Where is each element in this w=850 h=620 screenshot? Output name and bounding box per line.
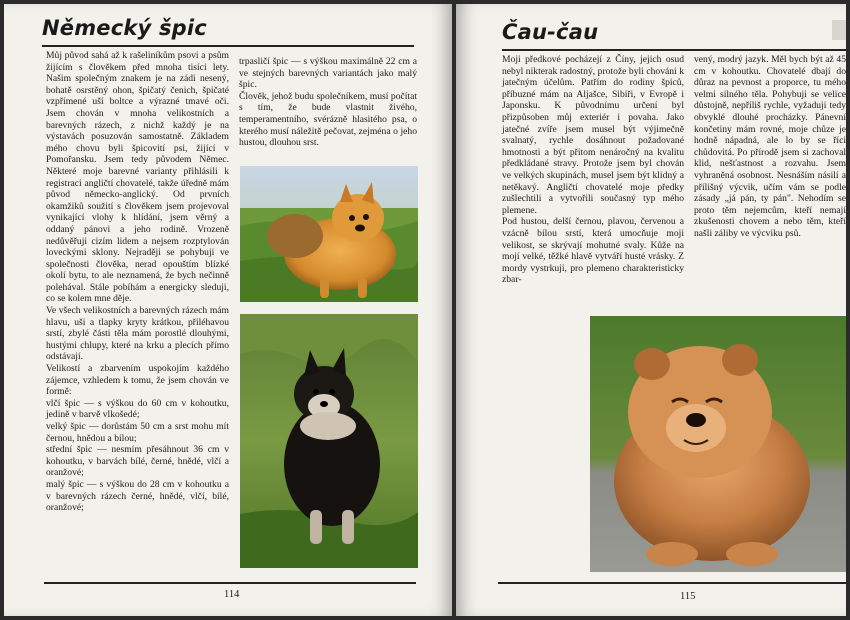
paragraph: velký špic — dorůstám 50 cm a srst mohu mít černou, hnědou a bílou; [46, 421, 229, 444]
left-column-2 [239, 56, 417, 149]
chow-chow-photo [590, 316, 846, 572]
page-title-left: Německý špic [42, 16, 207, 40]
right-page [456, 4, 846, 616]
paragraph: Ve všech velikostních a barevných rázech mám hlavu, uši a tlapky kryty krátkou, přiléhavou srstí, zbylé části těla mám porostlé dlouhými, hustými chlupy, které na krku a plecích přímo odstávají. [46, 305, 229, 363]
paragraph: Můj původ sahá až k rašeliníkům psovi a psům žijícím s člověkem před mnoha tisíci lety. Našim společným znakem je na zádi nesený, bohatě osrstěný ohon, špičatý čenich, špičaté vzpřímené uší boltce a výrazné tmavé oči. Jsem chován v mnoha velikostních a barevných rázech, z nichž každý je na výstavách posuzován samostatně. Základem mého chovu byli špicovití psi, žijící v Pomořansku. Jsem tedy původem Němec. Některé moje barevné varianty přihlásili k registraci angličtí chovatelé, takže úředně mám původ německo-anglický. Od prvních okamžiků soužití s člověkem jsem projevoval vynikající vlohy k hlídání, jsem věrný a oddaný pánovi a jeho rodině. Vrozeně nedůvěřuji cizím lidem a nejsem rozptylován loveckými sklony. Nejraději se pohybuji ve společnosti člověka, nerad opouštím blízké okolí bytu, to ale neznamená, že bych nečinně polehával. Stále pobíhám a energicky sleduji, co se kolem mne děje. [46, 50, 229, 305]
black-spitz-photo [240, 314, 418, 568]
orange-spitz-photo [240, 166, 418, 302]
paragraph: Velikostí a zbarvením uspokojím každého zájemce, vzhledem k tomu, že jsem chován ve formě: [46, 363, 229, 398]
paragraph: Člověk, jehož budu společníkem, musí počítat s tím, že bude vlastnit živého, temperamentního, svérázně hlasitého psa, o kterého musí náležitě pečovat, zejména o jeho hustou, dlouhou srst. [239, 90, 417, 149]
book-spread [4, 4, 846, 616]
footer-rule-left [44, 582, 416, 584]
paragraph: střední špic — nesmím přesáhnout 36 cm v kohoutku, v barvách bílé, černé, hnědé, vlčí a oranžové; [46, 444, 229, 479]
left-column-1 [46, 50, 229, 514]
right-column-2 [694, 54, 846, 240]
paragraph: Pod hustou, delší černou, plavou, červenou a vzácně bílou srstí, která umocňuje moji velikost, se skrývají mohutné svaly. Kůže na mojí velké, těžké hlavě vytváří husté vrásky. Z mordy vystrkuji, pro plemeno charakteristicky zbar- [502, 216, 684, 286]
left-page [4, 4, 452, 616]
page-title-right: Čau-čau [502, 20, 599, 44]
title-rule-right [502, 49, 846, 51]
page-number-left: 114 [224, 589, 240, 600]
page-edge-tab [832, 20, 846, 40]
footer-rule-right [498, 582, 846, 584]
paragraph: vlčí špic — s výškou do 60 cm v kohoutku, jedině v barvě vlkošedé; [46, 397, 229, 421]
title-rule-left [42, 45, 414, 47]
paragraph: malý špic — s výškou do 28 cm v kohoutku a v barevných rázech černé, hnědé, vlčí, bílé, oranžové; [46, 478, 229, 514]
paragraph: trpasličí špic — s výškou maximálně 22 cm a ve stejných barevných variantách jako malý špic. [239, 56, 417, 91]
paragraph: vený, modrý jazyk. Měl bych být až 45 cm v kohoutku. Chovatelé dbají do důraz na pevnost a proporce, tu mého velmi silného těla. Pohybuji se velice důstojně, nepříliš rychle, vyžaduji tedy obvyklé dlouhé procházky. Pánevní končetiny mám rovné, moje chůze je hodně nápadná, ale lo by se říci chůdovitá. Po přírodě jsem si zachoval klid, nešťastnost a rozvahu. Jsem vyhraněná osobnost. Nesnáším násilí a přílišný výcvik, učím vám se podle zásady „já pán, ty pán". Nehodím se proto těm nejemcům, kteří nemají zkušenosti chovem a nebo těm, kteří našli záliby ve výcviku psů. [694, 54, 846, 239]
page-number-right: 115 [680, 591, 696, 602]
right-column-1 [502, 54, 684, 286]
paragraph: Moji předkové pocházejí z Číny, jejich osud nebyl nikterak radostný, protože byli chováni k jatečným účelům. Patřím do rodiny špiců, příbuzné mám na Aljašce, Sibiři, v Evropě i Japonsku. K původnímu určení byl přizpůsoben můj exteriér i povaha. Jako jatečné zvíře jsem musel být výjimečně svalnatý, rychle dosáhnout požadované hmotnosti a být přitom nenáročný na kvalitu předkládané stravy. Protože jsem byl chován ve velkých skupinách, musel jsem být klidný a netěkavý. Angličtí chovatelé moje předky zušlechtili a vytvořili současný typ mého plemene. [502, 54, 684, 216]
